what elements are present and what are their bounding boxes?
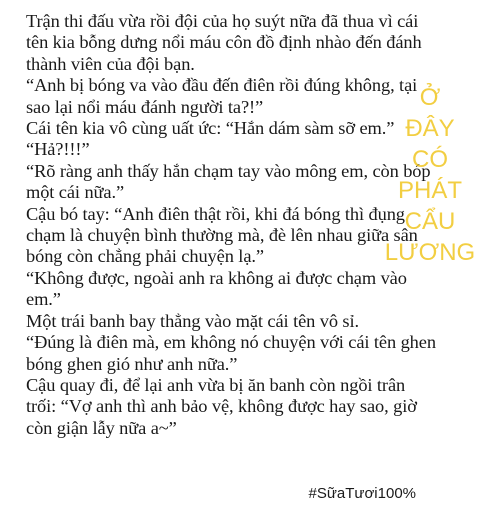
watermark-line: CẨU [404, 208, 456, 235]
story-text [26, 11, 476, 439]
story-line: Một trái banh bay thẳng vào mặt cái tên vô sỉ. [26, 310, 359, 331]
story-line: Cậu bó tay: “Anh điên thật rồi, khi đá bóng thì đụng [26, 203, 405, 224]
story-line: “Hả?!!!” [26, 139, 90, 160]
story-line: chạm là chuyện bình thường mà, đè lên nhau giữa sân [26, 225, 418, 246]
story-line: trối: “Vợ anh thì anh bảo vệ, không được hay sao, giờ [26, 396, 417, 417]
story-line: sao lại nổi máu đánh người ta?!” [26, 96, 264, 117]
story-line: tên kia bỗng dưng nổi máu côn đồ định nhào đến đánh [26, 32, 422, 53]
story-line: “Anh bị bóng va vào đầu đến điên rồi đúng không, tại [26, 75, 418, 96]
watermark-line: ĐÂY [405, 115, 455, 142]
story-line: Cái tên kia vô cùng uất ức: “Hắn dám sàm sỡ em.” [26, 118, 395, 139]
watermark-line: PHÁT [397, 177, 462, 204]
watermark-line: Ở [419, 84, 441, 111]
story-line: em.” [26, 289, 61, 310]
hashtag: #SữaTươi100% [308, 485, 416, 502]
story-line: một cái nữa.” [26, 182, 125, 203]
story-line: “Không được, ngoài anh ra không ai được chạm vào [26, 267, 407, 288]
story-line: thành viên của đội bạn. [26, 53, 195, 74]
story-line: “Đúng là điên mà, em không nó chuyện với cái tên ghen [26, 332, 436, 353]
story-line: Cậu quay đi, để lại anh vừa bị ăn banh còn ngồi trân [26, 374, 406, 395]
story-line: còn giận lẫy nữa a~” [26, 417, 177, 438]
story-line: bóng còn chẳng phải chuyện lạ.” [26, 246, 264, 267]
watermark-line: CÓ [412, 146, 448, 173]
watermark-line: LƯƠNG [384, 239, 476, 266]
story-line: bóng ghen gió như anh nữa.” [26, 353, 238, 374]
story-line: “Rõ ràng anh thấy hắn chạm tay vào mông em, còn bóp [26, 160, 431, 181]
story-line: Trận thi đấu vừa rồi đội của họ suýt nữa đã thua vì cái [26, 11, 419, 31]
